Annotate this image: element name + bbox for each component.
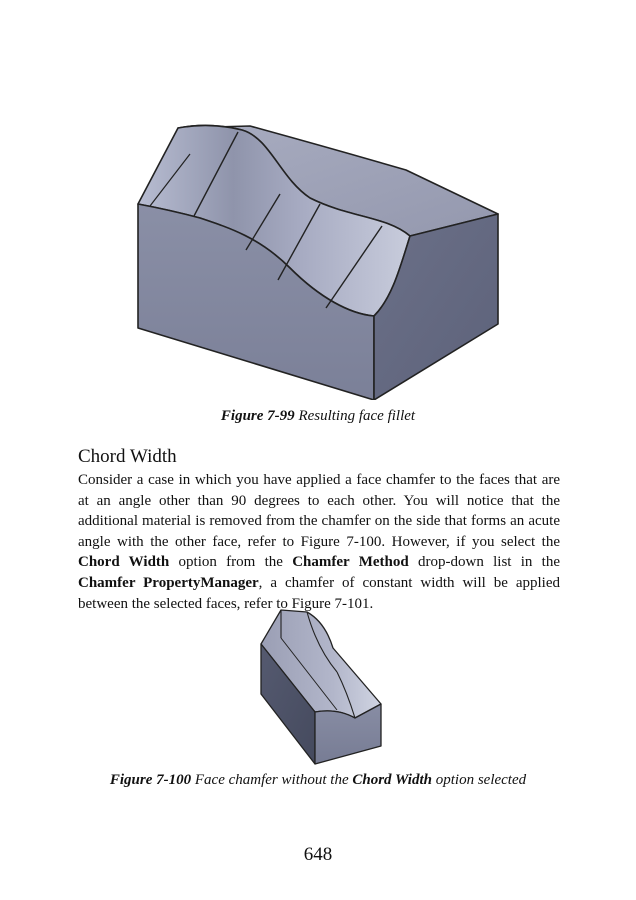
figure-caption-bold-term: Chord Width (352, 772, 432, 788)
figure-caption-text: Resulting face fillet (294, 408, 416, 424)
figure-7-99-caption (0, 408, 636, 425)
paragraph-text: Consider a case in which you have applied a face chamfer to the faces that are at an angle other than 90 degrees to each other. You will notice that the additional material is removed from the chamfer on the side that forms an acute angle with the other face, refer to Figure 7-100. However, if you select the (78, 472, 560, 550)
figure-caption-text: Face chamfer without the (191, 772, 353, 788)
paragraph-text: , a chamfer of constant width will be applied between the selected faces, refer to Figure 7-101. (78, 574, 560, 612)
figure-label: Figure 7-100 (109, 772, 192, 788)
bold-term-chord-width: Chord Width (78, 554, 170, 571)
page-number: 648 (303, 844, 333, 865)
figure-label: Figure 7-99 (220, 408, 295, 424)
paragraph-text: option from the (169, 554, 293, 571)
section-heading: Chord Width (78, 446, 177, 467)
bold-term-chamfer-propertymanager: Chamfer PropertyManager (78, 574, 259, 591)
figure-7-99-image (130, 118, 506, 400)
bold-term-chamfer-method: Chamfer Method (292, 554, 409, 571)
paragraph-text: drop-down list in the (408, 554, 560, 571)
body-paragraph (78, 470, 560, 614)
figure-7-100-caption (0, 772, 636, 789)
figure-7-100-image (255, 608, 387, 768)
figure-caption-text: option selected (431, 772, 527, 788)
